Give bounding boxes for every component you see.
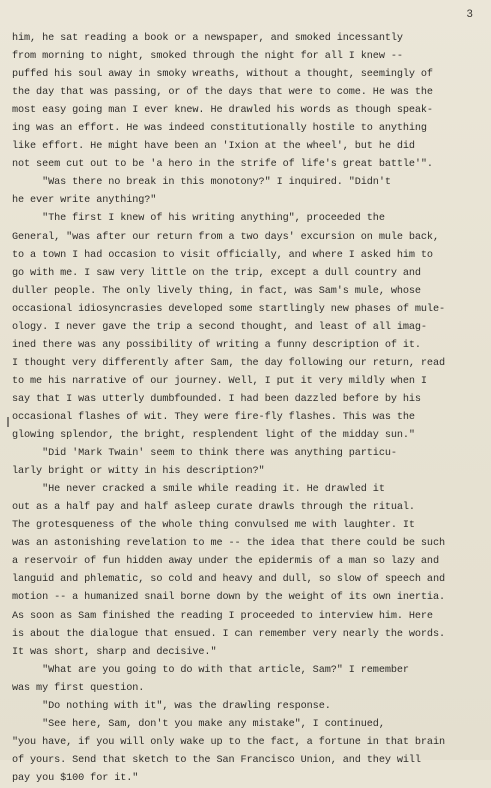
text-line: glowing splendor, the bright, resplendent light of the midday sun."	[12, 430, 415, 442]
text-line: puffed his soul away in smoky wreaths, without a thought, seemingly of	[12, 69, 433, 81]
text-line: occasional idiosyncrasies developed some startlingly new phases of mule-	[12, 303, 445, 315]
page-number: 3	[466, 9, 473, 21]
text-line: "He never cracked a smile while reading it. He drawled it	[12, 484, 385, 496]
text-line: "What are you going to do with that article, Sam?" I remember	[12, 664, 409, 676]
text-line: go with me. I saw very little on the trip, except a dull country and	[12, 267, 421, 279]
text-line: ined there was any possibility of writing a funny description of it.	[12, 339, 421, 351]
text-line: out as a half pay and half asleep curate drawls through the ritual.	[12, 502, 415, 514]
text-line: General, "was after our return from a two days' excursion on mule back,	[12, 231, 439, 243]
text-line: ology. I never gave the trip a second thought, and least of all imag-	[12, 321, 427, 333]
text-line: larly bright or witty in his description?"	[12, 466, 265, 478]
text-line: "See here, Sam, don't you make any mistake", I continued,	[12, 718, 385, 730]
text-line: "The first I knew of his writing anything", proceeded the	[12, 213, 385, 225]
text-line: to a town I had occasion to visit officially, and where I asked him to	[12, 249, 433, 261]
text-line: to me his narrative of our journey. Well, I put it very mildly when I	[12, 375, 427, 387]
text-line: most easy going man I ever knew. He drawled his words as though speak-	[12, 105, 433, 117]
text-line: It was short, sharp and decisive."	[12, 646, 217, 658]
text-line: "you have, if you will only wake up to the fact, a fortune in that brain	[12, 736, 445, 748]
text-line: was my first question.	[12, 682, 145, 694]
text-line: I thought very differently after Sam, the day following our return, read	[12, 357, 445, 369]
text-line: not seem cut out to be 'a hero in the strife of life's great battle'".	[12, 159, 433, 171]
text-line: "Was there no break in this monotony?" I inquired. "Didn't	[12, 177, 391, 189]
text-line: occasional flashes of wit. They were fire-fly flashes. This was the	[12, 411, 415, 423]
text-line: was an astonishing revelation to me -- the idea that there could be such	[12, 538, 445, 550]
text-line: from morning to night, smoked through the night for all I knew --	[12, 51, 403, 63]
text-line: "Do nothing with it", was the drawling response.	[12, 700, 331, 712]
text-line: The grotesqueness of the whole thing convulsed me with laughter. It	[12, 520, 415, 532]
text-line: is about the dialogue that ensued. I can remember very nearly the words.	[12, 628, 445, 640]
text-line: languid and phlematic, so cold and heavy and dull, so slow of speech and	[12, 574, 445, 586]
text-line: like effort. He might have been an 'Ixion at the wheel', but he did	[12, 141, 415, 153]
text-line: duller people. The only lively thing, in fact, was Sam's mule, whose	[12, 285, 421, 297]
body-text	[12, 30, 482, 788]
text-line: ing was an effort. He was indeed constitutionally hostile to anything	[12, 123, 427, 135]
text-line: he ever write anything?"	[12, 195, 157, 207]
text-line: the day that was passing, or of the days that were to come. He was the	[12, 87, 433, 99]
text-line: a reservoir of fun hidden away under the epidermis of a man so lazy and	[12, 556, 439, 568]
text-line: As soon as Sam finished the reading I proceeded to interview him. Here	[12, 610, 433, 622]
text-line: "Did 'Mark Twain' seem to think there was anything particu-	[12, 448, 397, 460]
text-line: of yours. Send that sketch to the San Francisco Union, and they will	[12, 754, 421, 766]
text-line: pay you $100 for it."	[12, 772, 139, 784]
text-line: say that I was utterly dumbfounded. I had been dazzled before by his	[12, 393, 421, 405]
text-line: motion -- a humanized snail borne down by the weight of its own inertia.	[12, 592, 445, 604]
margin-mark	[7, 417, 9, 427]
text-line: him, he sat reading a book or a newspaper, and smoked incessantly	[12, 33, 403, 44]
